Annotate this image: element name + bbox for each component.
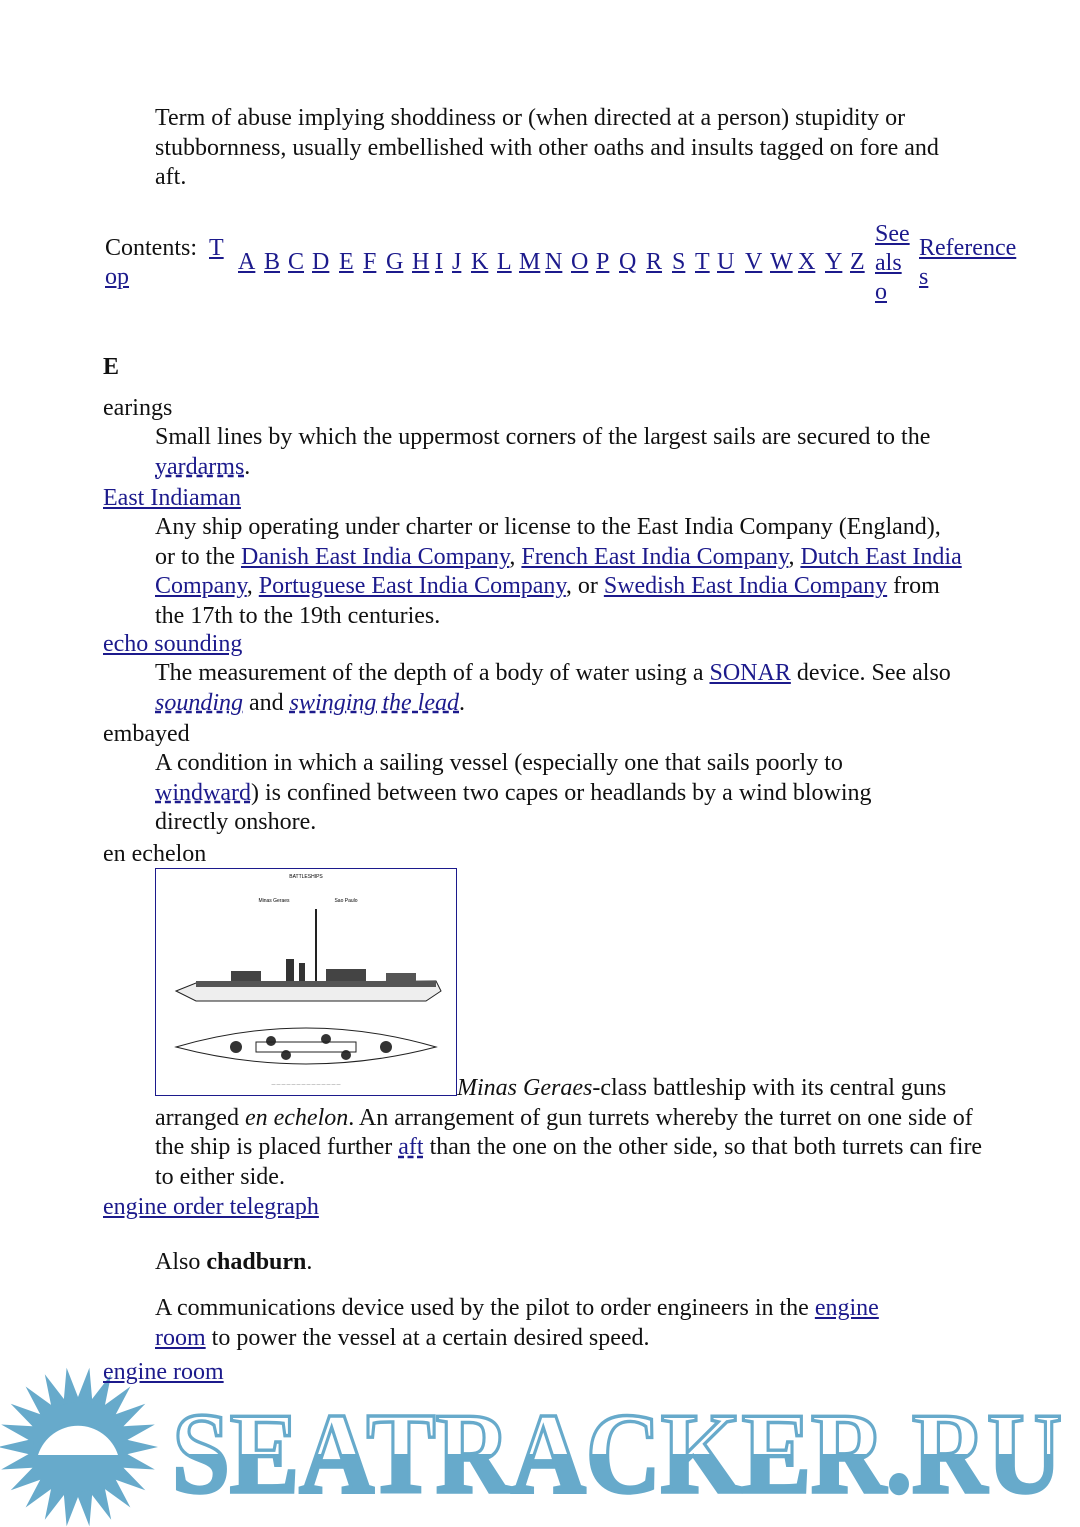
link-sounding[interactable]: sounding <box>155 689 244 716</box>
term-embayed: embayed <box>103 721 190 747</box>
contents-nav <box>105 220 1035 310</box>
section-heading: E <box>103 354 120 380</box>
letter-link-f[interactable]: F <box>363 249 377 275</box>
letter-link-q[interactable]: Q <box>619 249 637 275</box>
svg-text:Minas Geraes: Minas Geraes <box>258 898 290 904</box>
term-earings: earings <box>103 395 173 421</box>
see-also-link-2[interactable]: als <box>875 250 902 276</box>
link-swedish[interactable]: Swedish East India Company <box>603 573 888 599</box>
term-echo-sounding[interactable]: echo sounding <box>103 631 243 657</box>
term-east-indiaman[interactable]: East Indiaman <box>103 485 241 511</box>
link-french[interactable]: French East India Company <box>521 543 789 570</box>
term-en-echelon: en echelon <box>103 841 207 867</box>
intro-definition: Term of abuse implying shoddiness or (when directed at a person) stupidity or stubbornness, usually embellished with other oaths and insults tagged on fore and aft. <box>155 105 939 190</box>
letter-link-x[interactable]: X <box>798 249 816 275</box>
references-link-2[interactable]: s <box>919 264 929 290</box>
seatracker-watermark-logo <box>0 1365 1080 1527</box>
link-swinging-the-lead[interactable]: swinging the lead <box>289 689 459 716</box>
link-portuguese[interactable]: Portuguese East India Company <box>258 573 566 599</box>
letter-link-v[interactable]: V <box>745 249 763 275</box>
letter-link-n[interactable]: N <box>545 249 563 275</box>
contents-top-link[interactable]: T <box>209 235 224 261</box>
def-echo-sounding: The measurement of the depth of a body of water using a SONAR device. See also sounding and swinging the lead. <box>155 660 951 716</box>
letter-link-t[interactable]: T <box>695 249 710 275</box>
letter-link-e[interactable]: E <box>339 249 354 275</box>
link-aft[interactable]: aft <box>398 1134 424 1160</box>
letter-link-j[interactable]: J <box>452 249 462 275</box>
letter-link-s[interactable]: S <box>672 249 686 275</box>
link-sonar[interactable]: SONAR <box>709 660 791 686</box>
letter-link-z[interactable]: Z <box>850 249 865 275</box>
letter-link-u[interactable]: U <box>717 249 735 275</box>
letter-link-a[interactable]: A <box>238 249 256 275</box>
letter-link-b[interactable]: B <box>264 249 281 275</box>
letter-link-d[interactable]: D <box>312 249 330 275</box>
references-link[interactable]: Reference <box>919 235 1017 261</box>
link-engine-room[interactable]: engine room <box>155 1295 879 1351</box>
svg-text:SEATRACKER.RU: SEATRACKER.RU <box>172 1390 1062 1518</box>
letter-link-k[interactable]: K <box>471 249 489 275</box>
link-windward[interactable]: windward <box>155 779 251 806</box>
letter-link-c[interactable]: C <box>288 249 305 275</box>
letter-link-h[interactable]: H <box>412 249 430 275</box>
see-also-link-3[interactable]: o <box>875 279 887 305</box>
sun-icon <box>0 1368 158 1526</box>
contents-top-link-wrap[interactable]: op <box>105 264 129 290</box>
letter-link-o[interactable]: O <box>571 249 589 275</box>
letter-link-r[interactable]: R <box>646 249 663 275</box>
letter-link-l[interactable]: L <box>497 249 512 275</box>
letter-link-w[interactable]: W <box>770 249 793 275</box>
def-embayed: A condition in which a sailing vessel (especially one that sails poorly to windward) is confined between two capes or headlands by a wind blowing directly onshore. <box>155 750 872 835</box>
link-dutch[interactable]: Dutch East India Company <box>155 543 962 599</box>
letter-link-g[interactable]: G <box>386 249 404 275</box>
letter-link-y[interactable]: Y <box>825 249 843 275</box>
term-engine-room[interactable]: engine room <box>103 1359 224 1385</box>
contents-label: Contents: <box>105 235 198 261</box>
letter-link-p[interactable]: P <box>596 249 610 275</box>
link-yardarms[interactable]: yardarms <box>155 453 245 480</box>
svg-text:Sao Paulo: Sao Paulo <box>334 898 358 904</box>
def-east-indiaman: Any ship operating under charter or license to the East India Company (England), or to the Danish East India Company, French East India Company, Dutch East India Company, Portuguese East India Company, or Swedish East India Company from the 17th to the 19th centuries. <box>155 514 962 629</box>
battleship-diagram-icon <box>156 869 456 1095</box>
def-eot: A communications device used by the pilot to order engineers in the engine room to power the vessel at a certain desired speed. <box>155 1295 879 1351</box>
letter-link-m[interactable]: M <box>519 249 541 275</box>
term-engine-order-telegraph[interactable]: engine order telegraph <box>103 1194 319 1220</box>
def-earings: Small lines by which the uppermost corners of the largest sails are secured to the yardarms. <box>155 424 931 480</box>
letter-link-i[interactable]: I <box>435 249 443 275</box>
def-eot-also: Also chadburn. <box>155 1249 313 1275</box>
battleship-image[interactable] <box>155 868 457 1096</box>
see-also-link[interactable]: See <box>875 221 910 247</box>
link-danish[interactable]: Danish East India Company <box>240 543 510 570</box>
def-en-echelon: Minas Geraes-class battleship with its central guns arranged en echelon. An arrangement of gun turrets whereby the turret on one side of the ship is placed further aft than the one on the other side, so that both turrets can fire to either side. <box>155 1075 983 1190</box>
svg-text:BATTLESHIPS: BATTLESHIPS <box>289 874 323 880</box>
svg-text:— — — — — — — — — — — — — —: — — — — — — — — — — — — — — <box>271 1081 341 1086</box>
